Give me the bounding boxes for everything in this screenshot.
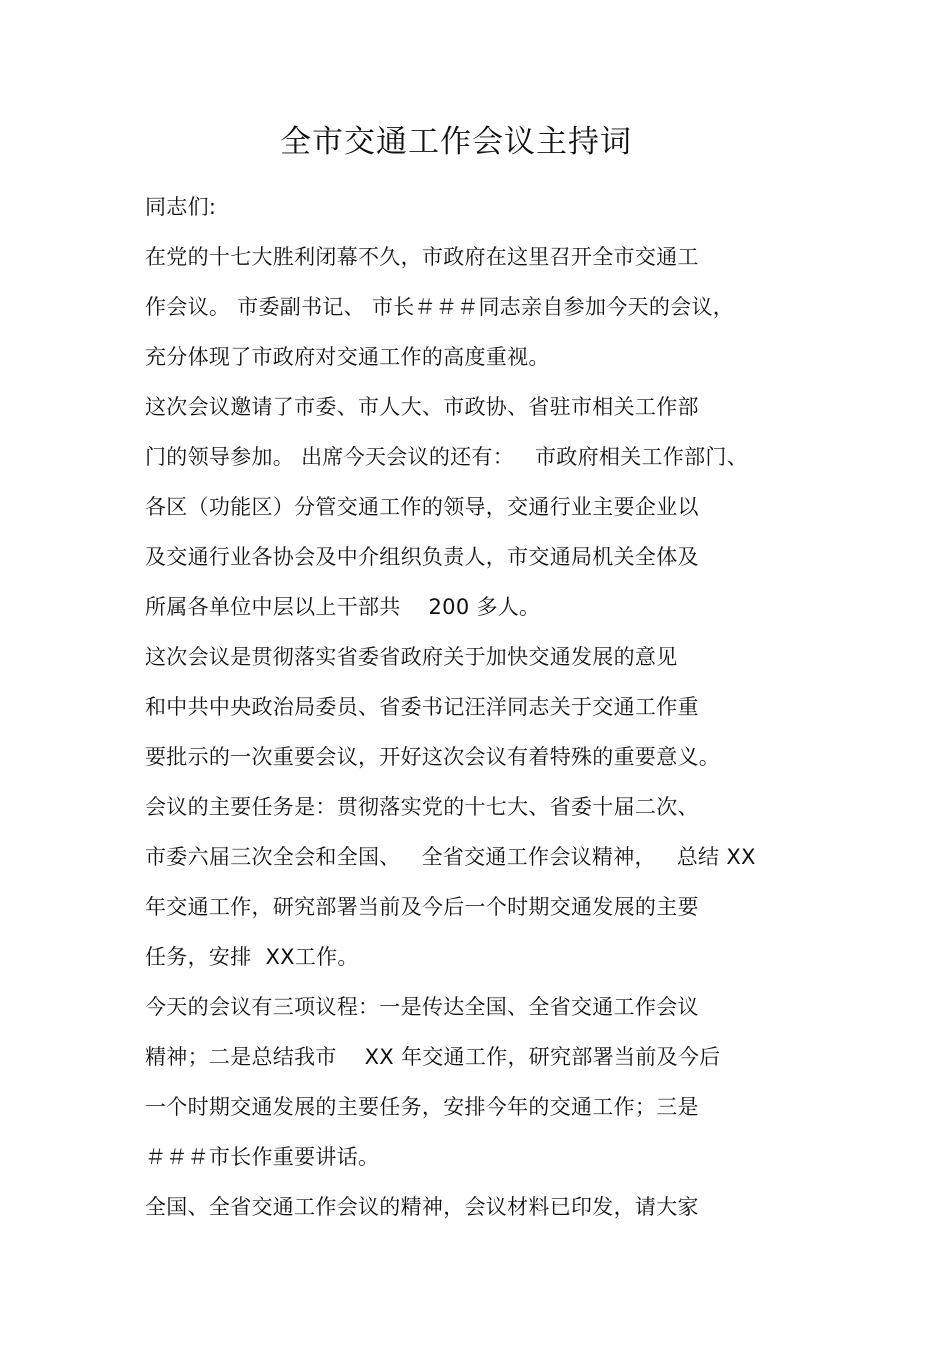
text-line: 这次会议是贯彻落实省委省政府关于加快交通发展的意见: [145, 645, 678, 669]
text-line: 充分体现了市政府对交通工作的高度重视。: [145, 345, 550, 369]
text-line: 精神；二是总结我市 XX 年交通工作，研究部署当前及今后: [145, 1045, 721, 1069]
text-line: 全国、全省交通工作会议的精神，会议材料已印发，请大家: [145, 1195, 699, 1219]
text-line: 同志们:: [145, 195, 217, 219]
text-line: 这次会议邀请了市委、市人大、市政协、省驻市相关工作部: [145, 395, 699, 419]
text-line: 今天的会议有三项议程：一是传达全国、全省交通工作会议: [145, 995, 699, 1019]
document-title: 全市交通工作会议主持词: [280, 124, 632, 160]
text-line: 门的领导参加。 出席今天会议的还有： 市政府相关工作部门、: [145, 445, 748, 469]
text-line: 和中共中央政治局委员、省委书记汪洋同志关于交通工作重: [145, 695, 699, 719]
text-line: 年交通工作，研究部署当前及今后一个时期交通发展的主要: [145, 895, 699, 919]
text-line: 及交通行业各协会及中介组织负责人，市交通局机关全体及: [145, 545, 699, 569]
text-line: 市委六届三次全会和全国、 全省交通工作会议精神， 总结 XX: [145, 845, 756, 869]
text-line: 在党的十七大胜利闭幕不久，市政府在这里召开全市交通工: [145, 245, 699, 269]
text-line: 所属各单位中层以上干部共 200 多人。: [145, 595, 541, 619]
text-line: ＃＃＃市长作重要讲话。: [145, 1145, 380, 1169]
document-body: [145, 182, 845, 1232]
text-line: 会议的主要任务是：贯彻落实党的十七大、省委十届二次、: [145, 795, 699, 819]
text-line: 任务，安排 XX工作。: [145, 945, 359, 969]
text-line: 作会议。 市委副书记、 市长＃＃＃同志亲自参加今天的会议，: [145, 295, 735, 319]
text-line: 各区（功能区）分管交通工作的领导，交通行业主要企业以: [145, 495, 699, 519]
text-line: 一个时期交通发展的主要任务，安排今年的交通工作；三是: [145, 1095, 699, 1119]
text-line: 要批示的一次重要会议，开好这次会议有着特殊的重要意义。: [145, 745, 721, 769]
